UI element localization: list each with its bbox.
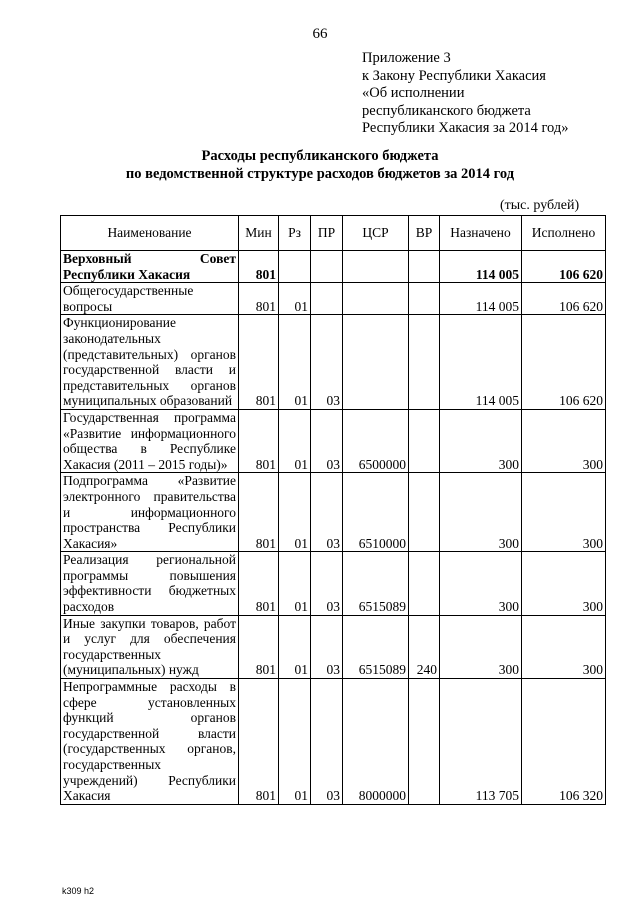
table-header-row: [61, 216, 606, 251]
cell-executed: 300: [522, 615, 606, 678]
cell-rz: 01: [279, 409, 311, 472]
table-row: [61, 473, 606, 552]
cell-vr: [409, 315, 440, 410]
table-row: [61, 315, 606, 410]
annex-line: республиканского бюджета: [362, 102, 531, 119]
cell-rz: 01: [279, 283, 311, 315]
table-body: [61, 251, 606, 805]
cell-pr: 03: [311, 552, 343, 615]
cell-min: 801: [239, 315, 279, 410]
header-cell: Рз: [279, 216, 311, 251]
table-row: [61, 251, 606, 283]
cell-rz: 01: [279, 315, 311, 410]
cell-rz: 01: [279, 679, 311, 805]
cell-csr: [343, 251, 409, 283]
cell-executed: 300: [522, 552, 606, 615]
cell-vr: [409, 251, 440, 283]
cell-csr: 6515089: [343, 552, 409, 615]
table-row: [61, 283, 606, 315]
cell-name: Иные закупки товаров, работ и услуг для обеспечения государственных (муниципальных) нужд: [61, 615, 239, 678]
title-line-1: Расходы республиканского бюджета: [201, 148, 439, 164]
cell-min: 801: [239, 409, 279, 472]
cell-pr: 03: [311, 679, 343, 805]
annex-line: «Об исполнении: [362, 85, 465, 101]
cell-vr: [409, 473, 440, 552]
cell-assigned: 300: [440, 615, 522, 678]
cell-csr: [343, 315, 409, 410]
document-title: [0, 147, 640, 183]
header-cell: Мин: [239, 216, 279, 251]
cell-vr: [409, 552, 440, 615]
header-cell: ПР: [311, 216, 343, 251]
cell-csr: 6515089: [343, 615, 409, 678]
header-cell: Исполнено: [522, 216, 606, 251]
cell-name: Верховный Совет Республики Хакасия: [61, 251, 239, 283]
cell-pr: [311, 283, 343, 315]
annex-line: к Закону Республики Хакасия: [362, 67, 546, 84]
header-cell: Назначено: [440, 216, 522, 251]
cell-assigned: 300: [440, 473, 522, 552]
cell-pr: 03: [311, 409, 343, 472]
header-cell: Наименование: [61, 216, 239, 251]
cell-rz: [279, 251, 311, 283]
cell-name: Реализация региональной программы повышения эффективности бюджетных расходов: [61, 552, 239, 615]
cell-min: 801: [239, 251, 279, 283]
cell-assigned: 300: [440, 552, 522, 615]
cell-csr: 6510000: [343, 473, 409, 552]
cell-csr: 6500000: [343, 409, 409, 472]
footer-code: k309 h2: [62, 886, 95, 896]
cell-name: Подпрограмма «Развитие электронного правительства и информационного пространства Республики Хакасия»: [61, 473, 239, 552]
cell-executed: 106 620: [522, 315, 606, 410]
cell-name: Общегосударственные вопросы: [61, 283, 239, 315]
cell-name: Государственная программа «Развитие информационного общества в Республике Хакасия (2011 – 2015 годы)»: [61, 409, 239, 472]
annex-block: [362, 50, 568, 138]
cell-min: 801: [239, 473, 279, 552]
cell-rz: 01: [279, 615, 311, 678]
cell-executed: 300: [522, 473, 606, 552]
cell-name: Функционирование законодательных (представительных) органов государственной власти и представительных органов муниципальных образований: [61, 315, 239, 410]
cell-pr: [311, 251, 343, 283]
table-row: [61, 552, 606, 615]
cell-assigned: 114 005: [440, 315, 522, 410]
table-row: [61, 679, 606, 805]
header-cell: ЦСР: [343, 216, 409, 251]
cell-min: 801: [239, 552, 279, 615]
cell-vr: [409, 283, 440, 315]
cell-assigned: 114 005: [440, 251, 522, 283]
units-label: (тыс. рублей): [500, 198, 580, 213]
cell-name: Непрограммные расходы в сфере установленных функций органов государственной власти (государственных органов, государственных учреждений) Республики Хакасия: [61, 679, 239, 805]
cell-assigned: 300: [440, 409, 522, 472]
cell-min: 801: [239, 679, 279, 805]
annex-line: Республики Хакасия за 2014 год»: [362, 120, 569, 136]
cell-executed: 106 620: [522, 251, 606, 283]
budget-table: [60, 215, 606, 805]
header-cell: ВР: [409, 216, 440, 251]
cell-min: 801: [239, 283, 279, 315]
cell-vr: 240: [409, 615, 440, 678]
cell-pr: 03: [311, 315, 343, 410]
cell-executed: 106 320: [522, 679, 606, 805]
cell-rz: 01: [279, 473, 311, 552]
cell-min: 801: [239, 615, 279, 678]
cell-pr: 03: [311, 473, 343, 552]
cell-csr: [343, 283, 409, 315]
title-line-2: по ведомственной структуре расходов бюджетов за 2014 год: [125, 166, 515, 182]
cell-assigned: 113 705: [440, 679, 522, 805]
cell-csr: 8000000: [343, 679, 409, 805]
cell-vr: [409, 679, 440, 805]
cell-vr: [409, 409, 440, 472]
table-row: [61, 409, 606, 472]
cell-assigned: 114 005: [440, 283, 522, 315]
table-row: [61, 615, 606, 678]
annex-line: Приложение 3: [362, 50, 451, 66]
cell-executed: 300: [522, 409, 606, 472]
cell-pr: 03: [311, 615, 343, 678]
page-number: 66: [312, 26, 328, 42]
cell-executed: 106 620: [522, 283, 606, 315]
cell-rz: 01: [279, 552, 311, 615]
